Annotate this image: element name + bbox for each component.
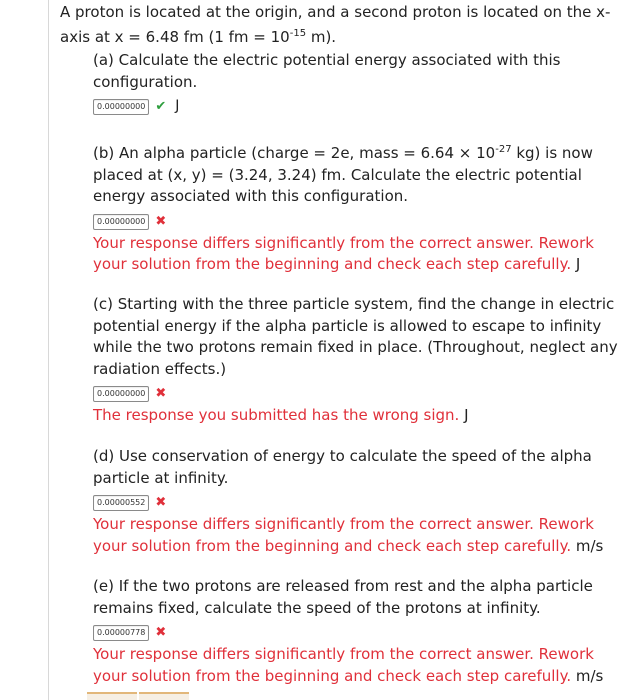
part-d-unit: m/s [575, 536, 604, 555]
cross-icon: ✖ [155, 495, 167, 510]
part-c-feedback [93, 405, 623, 427]
part-e-unit: m/s [575, 666, 604, 685]
part-c-unit: J [464, 406, 469, 424]
part-d-question: (d) Use conservation of energy to calculate the speed of the alpha particle at infinity. [93, 447, 592, 487]
part-d [93, 446, 623, 557]
cross-icon: ✖ [155, 213, 167, 229]
part-b-unit: J [575, 255, 581, 273]
cut-off-spacer [59, 692, 85, 700]
part-c-question: (c) Starting with the three particle system, find the change in electric potential energy if the alpha particle is allowed to escape to infinity while the two protons remain fixed in place. (Throughout, neglect any radiation effects.) [93, 295, 618, 378]
part-b-answer-input[interactable]: 0.00000000 [93, 214, 149, 230]
cross-icon: ✖ [155, 625, 167, 640]
question-frame [48, 0, 633, 700]
part-b-question-end: kg) is now placed at (x, y) = (3.24, 3.24) fm. Calculate the electric potential energy associated with this configuration. [93, 144, 593, 205]
part-b-question-start: (b) An alpha particle (charge = 2e, mass = 6.64 × 10 [93, 144, 496, 162]
intro-line-1: A proton is located at the origin, and a second proton is located on the x- [60, 3, 611, 21]
part-e-feedback [93, 644, 623, 687]
part-b-feedback-text: Your response differs significantly from the correct answer. Rework your solution from the beginning and check each step carefully. [93, 233, 594, 273]
part-b [93, 143, 623, 276]
part-b-feedback [93, 233, 623, 276]
part-c-answer-row [93, 386, 623, 402]
part-c [93, 294, 623, 427]
part-a-question: (a) Calculate the electric potential energy associated with this configuration. [93, 51, 561, 91]
check-icon: ✔ [155, 99, 167, 114]
intro-line-2 [60, 25, 620, 50]
part-a-answer-row [93, 99, 623, 115]
cut-off-button[interactable] [87, 692, 137, 700]
part-d-answer-row [93, 495, 623, 511]
cross-icon: ✖ [155, 386, 167, 401]
problem-statement [60, 0, 620, 50]
part-a-unit: J [175, 98, 180, 115]
part-b-exponent: -27 [495, 144, 512, 155]
part-b-question [93, 143, 623, 208]
cut-off-footer-controls [59, 692, 189, 700]
part-e-answer-row [93, 625, 623, 641]
intro-line-2-text: axis at x = 6.48 fm (1 fm = 10 [60, 28, 290, 46]
cut-off-button[interactable] [139, 692, 189, 700]
part-b-answer-row [93, 214, 623, 230]
part-d-answer-input[interactable]: 0.00000552 [93, 495, 149, 511]
part-e-answer-input[interactable]: 0.00000778 [93, 625, 149, 641]
part-c-feedback-text: The response you submitted has the wrong sign. [93, 406, 460, 424]
part-e-feedback-text: Your response differs significantly from the correct answer. Rework your solution from the beginning and check each step carefully. [93, 645, 594, 685]
part-c-answer-input[interactable]: 0.00000000 [93, 386, 149, 402]
intro-exponent: -15 [289, 28, 307, 39]
intro-line-2-end: m). [306, 28, 337, 46]
part-e [93, 576, 623, 687]
part-d-feedback-text: Your response differs significantly from the correct answer. Rework your solution from the beginning and check each step carefully. [93, 515, 594, 555]
part-d-feedback [93, 514, 623, 557]
part-e-question: (e) If the two protons are released from rest and the alpha particle remains fixed, calculate the speed of the protons at infinity. [93, 577, 593, 617]
part-a [93, 50, 623, 118]
part-a-answer-input[interactable]: 0.00000000 [93, 99, 149, 115]
